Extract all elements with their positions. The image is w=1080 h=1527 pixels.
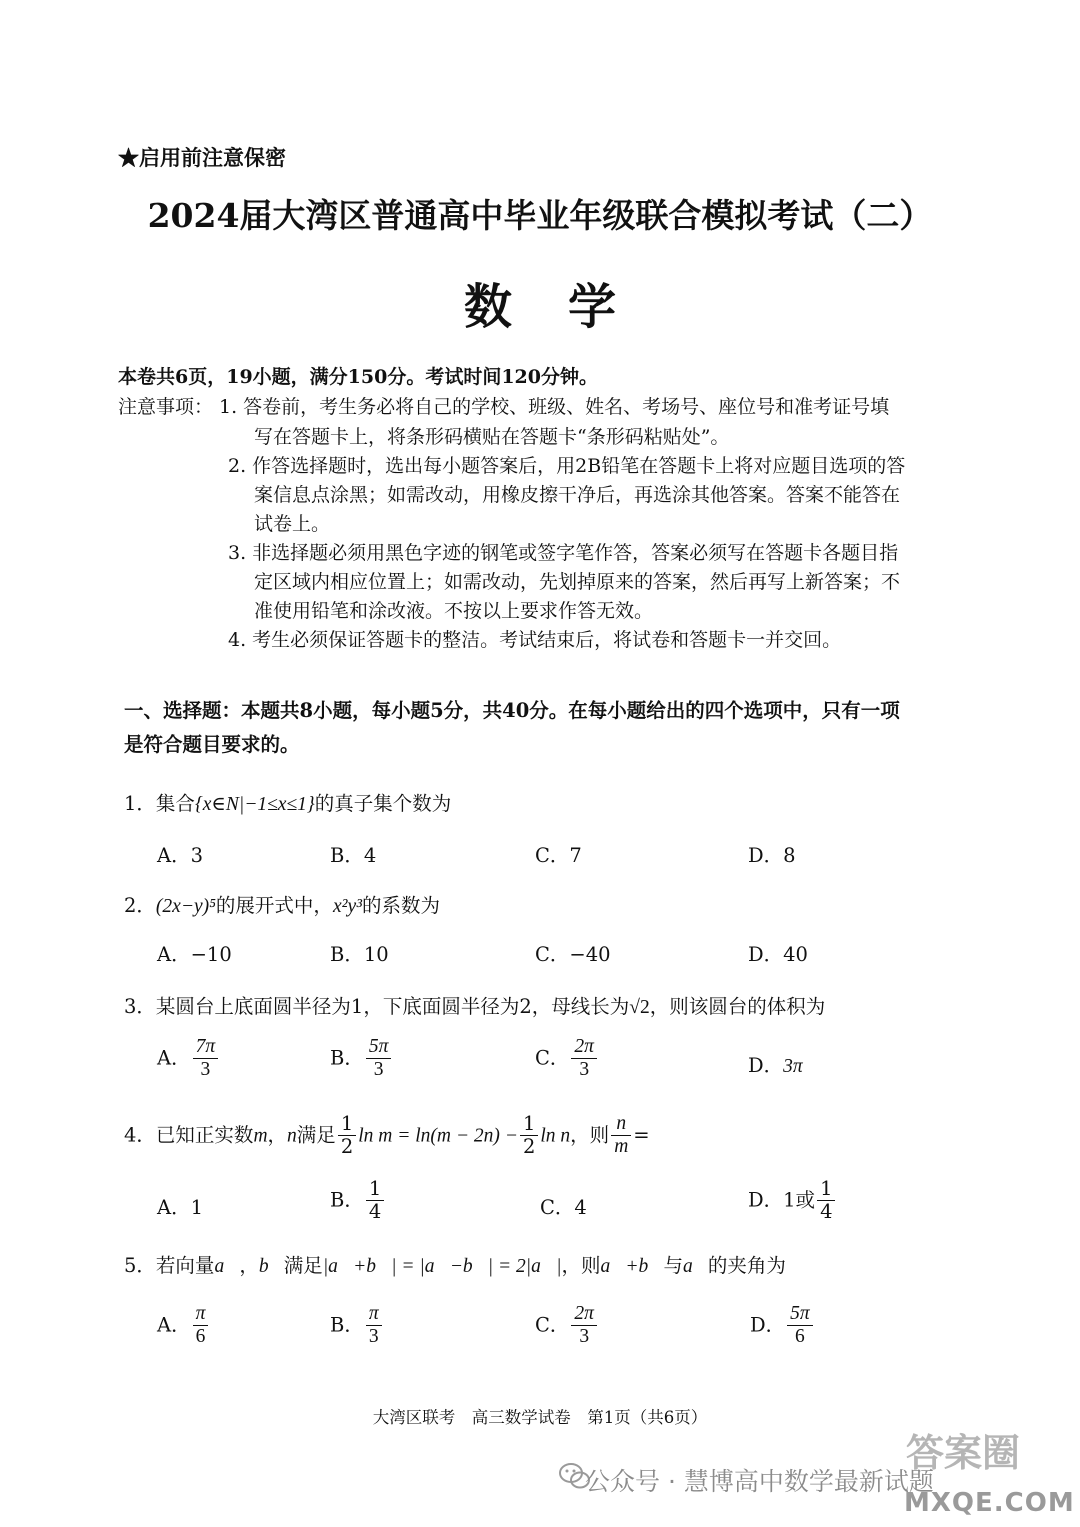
option-label: D． [750,1313,786,1337]
question-text: 已知正实数 [155,1123,254,1147]
option-d [748,1178,837,1224]
question-text: 的真子集个数为 [314,792,452,815]
binomial-expression: (2x−y)⁵ [155,896,216,917]
question-text: 集合 [155,792,195,815]
numerator: n [611,1113,631,1136]
option-d: D．8 [748,844,796,867]
fraction-half [520,1113,538,1159]
option-b [330,1036,393,1082]
exam-info: 本卷共6页，19小题，满分150分。考试时间120分钟。 [118,366,598,388]
log-n: ln n [540,1125,571,1147]
option-c [540,1192,587,1220]
option-c [535,1036,599,1082]
denominator: 3 [200,1059,211,1081]
option-label: A． [157,1313,191,1337]
denominator: 3 [373,1059,384,1081]
fraction-half [338,1113,356,1159]
comma: ， [267,1123,288,1147]
numerator: 5π [787,1303,813,1326]
question-text: 的展开式中， [215,894,333,917]
option-d [750,1303,815,1349]
question-text: 与 [663,1254,683,1277]
question-3 [124,991,825,1019]
option-label: D． [748,1188,784,1212]
numerator: π [193,1303,209,1326]
question-2 [124,890,440,918]
notes-label: 注意事项： [118,396,214,418]
option-label: B． [330,1188,364,1212]
question-number: 4． [124,1123,156,1147]
option-value: 4 [574,1196,587,1219]
denominator: 4 [820,1200,833,1224]
denominator: 3 [579,1059,590,1081]
option-b: B．4 [330,844,377,867]
question-number: 5． [124,1254,156,1277]
question-number: 3． [124,995,156,1018]
question-text: 某圆台上底面圆半径为1，下底面圆半径为2，母线长为 [155,995,630,1018]
numerator: 2π [571,1303,597,1326]
var-m: m [253,1125,268,1147]
question-text: 的夹角为 [707,1254,786,1277]
numerator: π [366,1303,382,1326]
option-value: 1 [190,1196,204,1219]
question-text: 若向量 [155,1254,215,1277]
confidential-notice: ★启用前注意保密 [118,145,286,170]
set-expression: {x∈N|−1≤x≤1} [194,794,315,815]
option-label: B． [330,1046,364,1070]
numerator: 1 [366,1178,384,1201]
option-label: D． [748,1054,784,1077]
numerator: 1 [338,1113,356,1136]
option-b [330,1303,384,1349]
fraction [193,1036,219,1082]
fraction [193,1303,209,1349]
wechat-watermark: 公众号 · 慧博高中数学最新试题 [585,1467,934,1496]
subject-title: 数学 [463,279,672,335]
option-a: A．−10 [157,943,232,966]
denominator: 2 [522,1135,536,1159]
option-label: C． [535,1046,570,1070]
option-label: A． [157,1046,191,1070]
question-text: 满足 [283,1254,323,1277]
option-label: C． [535,1313,570,1337]
option-value: 3π [783,1056,803,1077]
note-line: 4. 考生必须保证答题卡的整洁。考试结束后，将试卷和答题卡一并交回。 [228,629,842,651]
vector-b: b⃗ [258,1256,284,1277]
denominator: 6 [195,1326,206,1348]
numerator: 1 [817,1178,835,1201]
numerator: 7π [193,1036,219,1059]
var-n: n [287,1125,297,1147]
fraction-n-over-m [611,1113,631,1159]
stamp-watermark-site: MXQE.COM [904,1488,1075,1518]
note-line: 1. 答卷前，考生务必将自己的学校、班级、姓名、考场号、座位号和准考证号填 [219,396,890,418]
option-label: C． [540,1196,575,1219]
option-b: B．10 [330,943,389,966]
sqrt-expression: √2 [629,997,650,1018]
option-a: A．3 [157,844,203,867]
equals: = [633,1123,650,1147]
section-heading-cont: 是符合题目要求的。 [124,733,300,756]
option-label: A． [157,1196,191,1219]
question-4 [124,1113,650,1159]
option-a [157,1192,203,1220]
note-line: 准使用铅笔和涂改液。不按以上要求作答无效。 [254,600,654,622]
denominator: 3 [579,1326,590,1348]
vector-a: a⃗ [214,1256,240,1277]
question-text: 满足 [296,1123,336,1147]
question-text: ，则该圆台的体积为 [649,995,826,1018]
note-line: 2. 作答选择题时，选出每小题答案后，用2B铅笔在答题卡上将对应题目选项的答 [228,455,906,477]
numerator: 5π [366,1036,392,1059]
option-value: 1或 [783,1188,816,1212]
page-footer: 大湾区联考 高三数学试卷 第1页（共6页） [372,1408,708,1427]
vector-sum: a⃗+b⃗ [600,1256,664,1277]
option-a [157,1036,220,1082]
section-heading: 一、选择题：本题共8小题，每小题5分，共40分。在每小题给出的四个选项中，只有一项 [124,699,900,722]
note-line: 写在答题卡上，将条形码横贴在答题卡“条形码粘贴处”。 [254,426,730,448]
exam-title: 2024届大湾区普通高中毕业年级联合模拟考试（二） [147,196,933,235]
numerator: 2π [571,1036,597,1059]
option-c [535,1303,599,1349]
denominator: 4 [368,1200,382,1224]
fraction [787,1303,813,1349]
fraction [366,1178,384,1224]
denominator: m [614,1136,629,1158]
question-5 [124,1250,786,1278]
question-text: ，则 [561,1254,601,1277]
option-label: B． [330,1313,364,1337]
option-c: C．7 [535,844,582,867]
fraction [817,1178,835,1224]
comma: ， [239,1254,259,1277]
option-a [157,1303,210,1349]
fraction [571,1036,597,1082]
option-b [330,1178,386,1224]
fraction [366,1303,382,1349]
fraction [571,1303,597,1349]
fraction [366,1036,392,1082]
note-line: 3. 非选择题必须用黑色字迹的钢笔或签字笔作答，答案必须写在答题卡各题目指 [228,542,899,564]
vector-condition: |a⃗+b⃗| = |a⃗−b⃗| = 2|a⃗| [322,1256,562,1277]
note-line: 案信息点涂黑；如需改动，用橡皮擦干净后，再选涂其他答案。答案不能答在 [254,484,901,506]
question-text: ，则 [570,1123,610,1147]
question-number: 2． [124,894,156,917]
question-1 [124,788,451,816]
question-text: 的系数为 [361,894,440,917]
numerator: 1 [520,1113,538,1136]
question-number: 1． [124,792,156,815]
term-expression: x²y³ [332,896,362,917]
vector-a: a⃗ [682,1256,708,1277]
option-d [748,1050,803,1078]
stamp-watermark-title: 答案圈 [906,1431,1021,1475]
option-c: C．−40 [535,943,611,966]
note-line: 定区域内相应位置上；如需改动，先划掉原来的答案，然后再写上新答案；不 [254,571,901,593]
denominator: 6 [795,1326,805,1348]
option-d: D．40 [748,943,808,966]
note-line: 试卷上。 [254,513,331,535]
denominator: 3 [368,1326,379,1348]
denominator: 2 [340,1135,354,1159]
log-equation: ln m = ln(m − 2n) − [358,1125,518,1147]
